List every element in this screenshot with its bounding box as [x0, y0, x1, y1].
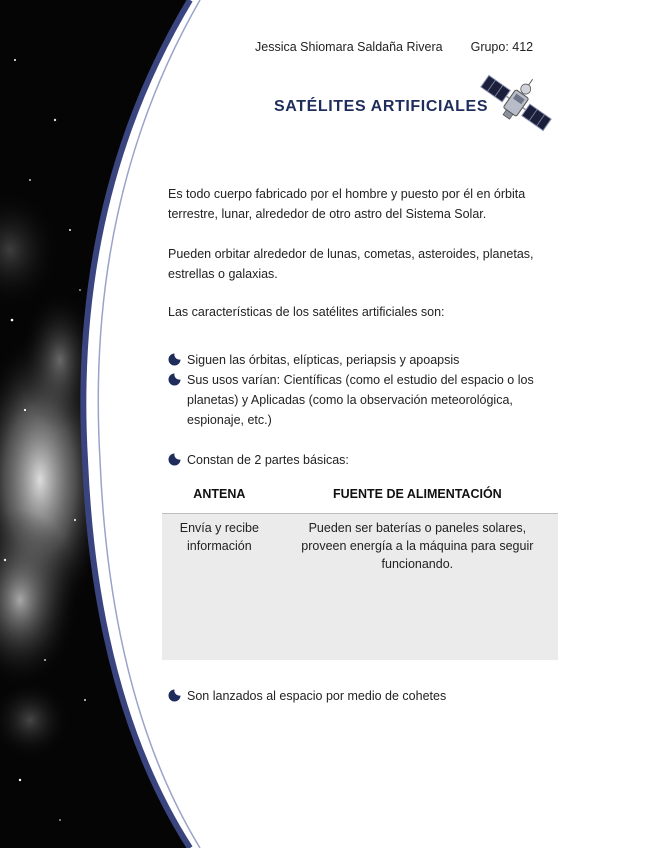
list-item-text: Constan de 2 partes básicas: [187, 453, 349, 467]
list-item-text: Siguen las órbitas, elípticas, periapsis y apoapsis [187, 353, 460, 367]
characteristics-intro: Las características de los satélites artificiales son: [168, 305, 445, 319]
orbit-paragraph: Pueden orbitar alrededor de lunas, cometas, asteroides, planetas, estrellas o galaxias. [168, 247, 534, 281]
list-item [168, 350, 563, 370]
group-number: Grupo: 412 [470, 40, 534, 54]
satellite-parts-table [162, 474, 558, 660]
list-item [168, 450, 563, 470]
author-line [255, 40, 533, 54]
table-header-row [162, 474, 558, 514]
launch-list [168, 686, 563, 706]
list-item [168, 370, 563, 430]
author-name: Jessica Shiomara Saldaña Rivera [255, 40, 443, 54]
parts-intro-list [168, 450, 563, 470]
table-row [162, 514, 558, 661]
page-title: SATÉLITES ARTIFICIALES [274, 98, 489, 115]
column-header-antenna: ANTENA [162, 474, 277, 514]
definition-paragraph: Es todo cuerpo fabricado por el hombre y puesto por él en órbita terrestre, lunar, alrededor de otro astro del Sistema Solar. [168, 187, 526, 221]
characteristics-list [168, 350, 563, 430]
column-header-power-source: FUENTE DE ALIMENTACIÓN [277, 474, 558, 514]
satellite-illustration [474, 62, 558, 144]
list-item-text: Sus usos varían: Científicas (como el estudio del espacio o los planetas) y Aplicadas (como la observación meteorológica, espionaje, etc.) [187, 373, 534, 427]
list-item-text: Son lanzados al espacio por medio de cohetes [187, 689, 447, 703]
crescent-moon-icon [168, 353, 181, 366]
list-item [168, 686, 563, 706]
table-cell-antenna: Envía y recibe información [162, 514, 277, 661]
crescent-moon-icon [168, 689, 181, 702]
table-cell-power-source: Pueden ser baterías o paneles solares, proveen energía a la máquina para seguir funcionando. [277, 514, 558, 661]
crescent-moon-icon [168, 373, 181, 386]
crescent-moon-icon [168, 453, 181, 466]
